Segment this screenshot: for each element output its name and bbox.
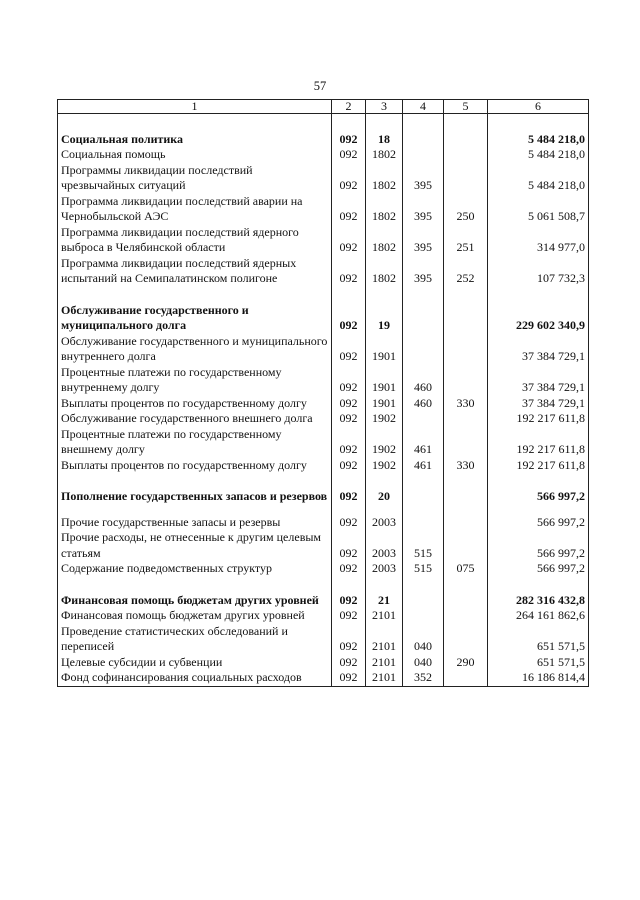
cell-target-code: 395 bbox=[403, 163, 444, 194]
cell-expense-type-code bbox=[444, 132, 488, 148]
cell-expense-type-code bbox=[444, 515, 488, 531]
cell-department-code: 092 bbox=[332, 427, 366, 458]
cell-section-code: 2101 bbox=[366, 608, 403, 624]
cell-department-code: 092 bbox=[332, 163, 366, 194]
cell-department-code: 092 bbox=[332, 365, 366, 396]
cell-section-code: 2101 bbox=[366, 624, 403, 655]
cell-expense-type-code bbox=[444, 624, 488, 655]
table-row bbox=[58, 147, 589, 163]
cell-department-code: 092 bbox=[332, 256, 366, 287]
cell-department-code: 092 bbox=[332, 147, 366, 163]
cell-name: Программа ликвидации последствий ядерных испытаний на Семипалатинском полигоне bbox=[58, 256, 332, 287]
spacer-cell bbox=[366, 577, 403, 593]
spacer-cell bbox=[332, 473, 366, 489]
cell-target-code: 040 bbox=[403, 624, 444, 655]
section-row bbox=[58, 132, 589, 148]
cell-section-code: 1901 bbox=[366, 334, 403, 365]
cell-expense-type-code bbox=[444, 530, 488, 561]
cell-name: Финансовая помощь бюджетам других уровней bbox=[58, 608, 332, 624]
spacer-row bbox=[58, 287, 589, 303]
cell-amount: 566 997,2 bbox=[488, 489, 589, 505]
header-col-4: 4 bbox=[403, 100, 444, 114]
cell-amount: 314 977,0 bbox=[488, 225, 589, 256]
cell-section-code: 2003 bbox=[366, 530, 403, 561]
cell-target-code bbox=[403, 334, 444, 365]
table-row bbox=[58, 163, 589, 194]
cell-department-code: 092 bbox=[332, 530, 366, 561]
table-body bbox=[58, 114, 589, 687]
cell-target-code: 460 bbox=[403, 396, 444, 412]
cell-target-code: 395 bbox=[403, 225, 444, 256]
cell-amount: 16 186 814,4 bbox=[488, 670, 589, 686]
cell-name: Проведение статистических обследований и переписей bbox=[58, 624, 332, 655]
cell-department-code: 092 bbox=[332, 489, 366, 505]
spacer-cell bbox=[366, 114, 403, 132]
spacer-cell bbox=[366, 287, 403, 303]
cell-department-code: 092 bbox=[332, 561, 366, 577]
spacer-cell bbox=[488, 114, 589, 132]
cell-name: Обслуживание государственного и муниципального долга bbox=[58, 303, 332, 334]
header-col-6: 6 bbox=[488, 100, 589, 114]
cell-amount: 651 571,5 bbox=[488, 624, 589, 655]
cell-expense-type-code bbox=[444, 489, 488, 505]
cell-expense-type-code bbox=[444, 427, 488, 458]
cell-department-code: 092 bbox=[332, 608, 366, 624]
table-row bbox=[58, 655, 589, 671]
spacer-cell bbox=[403, 114, 444, 132]
table-row bbox=[58, 530, 589, 561]
cell-amount: 5 484 218,0 bbox=[488, 147, 589, 163]
table-row bbox=[58, 225, 589, 256]
cell-name: Выплаты процентов по государственному долгу bbox=[58, 396, 332, 412]
cell-department-code: 092 bbox=[332, 132, 366, 148]
spacer-cell bbox=[488, 505, 589, 515]
spacer-cell bbox=[58, 577, 332, 593]
cell-section-code: 1802 bbox=[366, 147, 403, 163]
cell-expense-type-code bbox=[444, 334, 488, 365]
spacer-cell bbox=[58, 287, 332, 303]
cell-section-code: 2101 bbox=[366, 655, 403, 671]
cell-section-code: 1802 bbox=[366, 163, 403, 194]
cell-expense-type-code: 330 bbox=[444, 458, 488, 474]
header-col-2: 2 bbox=[332, 100, 366, 114]
table-row bbox=[58, 515, 589, 531]
cell-expense-type-code: 290 bbox=[444, 655, 488, 671]
cell-section-code: 1902 bbox=[366, 458, 403, 474]
cell-department-code: 092 bbox=[332, 655, 366, 671]
cell-name: Программы ликвидации последствий чрезвычайных ситуаций bbox=[58, 163, 332, 194]
spacer-cell bbox=[58, 505, 332, 515]
cell-amount: 37 384 729,1 bbox=[488, 365, 589, 396]
cell-department-code: 092 bbox=[332, 225, 366, 256]
cell-target-code: 461 bbox=[403, 458, 444, 474]
cell-section-code: 1802 bbox=[366, 225, 403, 256]
cell-target-code: 515 bbox=[403, 561, 444, 577]
cell-expense-type-code bbox=[444, 411, 488, 427]
cell-expense-type-code bbox=[444, 147, 488, 163]
header-col-1: 1 bbox=[58, 100, 332, 114]
cell-section-code: 18 bbox=[366, 132, 403, 148]
cell-amount: 192 217 611,8 bbox=[488, 458, 589, 474]
cell-target-code bbox=[403, 411, 444, 427]
spacer-cell bbox=[444, 114, 488, 132]
cell-target-code: 395 bbox=[403, 256, 444, 287]
cell-expense-type-code: 075 bbox=[444, 561, 488, 577]
cell-name: Процентные платежи по государственному внешнему долгу bbox=[58, 427, 332, 458]
cell-name: Программа ликвидации последствий аварии на Чернобыльской АЭС bbox=[58, 194, 332, 225]
cell-target-code: 040 bbox=[403, 655, 444, 671]
table-row bbox=[58, 365, 589, 396]
cell-name: Финансовая помощь бюджетам других уровней bbox=[58, 593, 332, 609]
cell-name: Социальная политика bbox=[58, 132, 332, 148]
cell-section-code: 1901 bbox=[366, 365, 403, 396]
cell-target-code bbox=[403, 132, 444, 148]
cell-target-code: 460 bbox=[403, 365, 444, 396]
cell-section-code: 1901 bbox=[366, 396, 403, 412]
cell-expense-type-code bbox=[444, 163, 488, 194]
cell-expense-type-code: 330 bbox=[444, 396, 488, 412]
cell-name: Процентные платежи по государственному внутреннему долгу bbox=[58, 365, 332, 396]
cell-name: Социальная помощь bbox=[58, 147, 332, 163]
cell-amount: 37 384 729,1 bbox=[488, 396, 589, 412]
cell-name: Прочие государственные запасы и резервы bbox=[58, 515, 332, 531]
spacer-cell bbox=[366, 505, 403, 515]
budget-table bbox=[57, 99, 589, 687]
cell-department-code: 092 bbox=[332, 624, 366, 655]
cell-name: Программа ликвидации последствий ядерного выброса в Челябинской области bbox=[58, 225, 332, 256]
table-row bbox=[58, 396, 589, 412]
cell-department-code: 092 bbox=[332, 334, 366, 365]
spacer-cell bbox=[488, 287, 589, 303]
cell-department-code: 092 bbox=[332, 411, 366, 427]
cell-name: Целевые субсидии и субвенции bbox=[58, 655, 332, 671]
cell-target-code: 515 bbox=[403, 530, 444, 561]
cell-section-code: 20 bbox=[366, 489, 403, 505]
cell-section-code: 1902 bbox=[366, 427, 403, 458]
cell-amount: 566 997,2 bbox=[488, 515, 589, 531]
cell-name: Выплаты процентов по государственному долгу bbox=[58, 458, 332, 474]
header-row bbox=[58, 100, 589, 114]
spacer-cell bbox=[444, 287, 488, 303]
cell-amount: 229 602 340,9 bbox=[488, 303, 589, 334]
cell-section-code: 19 bbox=[366, 303, 403, 334]
cell-department-code: 092 bbox=[332, 458, 366, 474]
cell-amount: 5 484 218,0 bbox=[488, 132, 589, 148]
spacer-cell bbox=[366, 473, 403, 489]
cell-department-code: 092 bbox=[332, 194, 366, 225]
spacer-cell bbox=[332, 505, 366, 515]
cell-target-code bbox=[403, 489, 444, 505]
cell-target-code bbox=[403, 593, 444, 609]
cell-name: Содержание подведомственных структур bbox=[58, 561, 332, 577]
section-row bbox=[58, 489, 589, 505]
spacer-cell bbox=[403, 473, 444, 489]
cell-name: Прочие расходы, не отнесенные к другим целевым статьям bbox=[58, 530, 332, 561]
spacer-cell bbox=[488, 473, 589, 489]
cell-target-code: 352 bbox=[403, 670, 444, 686]
cell-amount: 282 316 432,8 bbox=[488, 593, 589, 609]
spacer-cell bbox=[332, 114, 366, 132]
cell-target-code bbox=[403, 303, 444, 334]
table-row bbox=[58, 411, 589, 427]
cell-expense-type-code: 250 bbox=[444, 194, 488, 225]
cell-expense-type-code bbox=[444, 593, 488, 609]
page-number: 57 bbox=[313, 79, 327, 93]
cell-amount: 566 997,2 bbox=[488, 561, 589, 577]
table-row bbox=[58, 427, 589, 458]
cell-department-code: 092 bbox=[332, 396, 366, 412]
table-row bbox=[58, 458, 589, 474]
spacer-cell bbox=[58, 114, 332, 132]
table-row bbox=[58, 670, 589, 686]
cell-amount: 37 384 729,1 bbox=[488, 334, 589, 365]
cell-section-code: 2003 bbox=[366, 561, 403, 577]
cell-target-code bbox=[403, 515, 444, 531]
cell-amount: 5 484 218,0 bbox=[488, 163, 589, 194]
header-col-3: 3 bbox=[366, 100, 403, 114]
spacer-row bbox=[58, 577, 589, 593]
spacer-cell bbox=[444, 577, 488, 593]
cell-target-code bbox=[403, 608, 444, 624]
cell-target-code: 395 bbox=[403, 194, 444, 225]
cell-amount: 192 217 611,8 bbox=[488, 427, 589, 458]
cell-expense-type-code: 252 bbox=[444, 256, 488, 287]
cell-name: Обслуживание государственного и муниципального внутреннего долга bbox=[58, 334, 332, 365]
table-row bbox=[58, 608, 589, 624]
cell-section-code: 2003 bbox=[366, 515, 403, 531]
cell-section-code: 1802 bbox=[366, 194, 403, 225]
spacer-cell bbox=[332, 287, 366, 303]
spacer-row bbox=[58, 473, 589, 489]
section-row bbox=[58, 303, 589, 334]
spacer-cell bbox=[58, 473, 332, 489]
spacer-row bbox=[58, 114, 589, 132]
cell-expense-type-code bbox=[444, 670, 488, 686]
spacer-cell bbox=[403, 287, 444, 303]
spacer-cell bbox=[403, 505, 444, 515]
spacer-cell bbox=[444, 473, 488, 489]
cell-expense-type-code: 251 bbox=[444, 225, 488, 256]
cell-department-code: 092 bbox=[332, 593, 366, 609]
spacer-cell bbox=[332, 577, 366, 593]
cell-amount: 107 732,3 bbox=[488, 256, 589, 287]
table-row bbox=[58, 334, 589, 365]
cell-section-code: 2101 bbox=[366, 670, 403, 686]
table-row bbox=[58, 561, 589, 577]
cell-amount: 192 217 611,8 bbox=[488, 411, 589, 427]
cell-amount: 264 161 862,6 bbox=[488, 608, 589, 624]
cell-section-code: 1902 bbox=[366, 411, 403, 427]
cell-expense-type-code bbox=[444, 365, 488, 396]
cell-section-code: 21 bbox=[366, 593, 403, 609]
spacer-cell bbox=[403, 577, 444, 593]
cell-name: Фонд софинансирования социальных расходов bbox=[58, 670, 332, 686]
section-row bbox=[58, 593, 589, 609]
cell-department-code: 092 bbox=[332, 303, 366, 334]
cell-name: Обслуживание государственного внешнего долга bbox=[58, 411, 332, 427]
table-row bbox=[58, 256, 589, 287]
cell-amount: 651 571,5 bbox=[488, 655, 589, 671]
cell-department-code: 092 bbox=[332, 515, 366, 531]
cell-target-code bbox=[403, 147, 444, 163]
cell-amount: 5 061 508,7 bbox=[488, 194, 589, 225]
spacer-cell bbox=[488, 577, 589, 593]
spacer-row bbox=[58, 505, 589, 515]
cell-expense-type-code bbox=[444, 608, 488, 624]
table-row bbox=[58, 194, 589, 225]
cell-expense-type-code bbox=[444, 303, 488, 334]
cell-department-code: 092 bbox=[332, 670, 366, 686]
cell-amount: 566 997,2 bbox=[488, 530, 589, 561]
spacer-cell bbox=[444, 505, 488, 515]
cell-target-code: 461 bbox=[403, 427, 444, 458]
cell-name: Пополнение государственных запасов и резервов bbox=[58, 489, 332, 505]
header-col-5: 5 bbox=[444, 100, 488, 114]
cell-section-code: 1802 bbox=[366, 256, 403, 287]
table-row bbox=[58, 624, 589, 655]
